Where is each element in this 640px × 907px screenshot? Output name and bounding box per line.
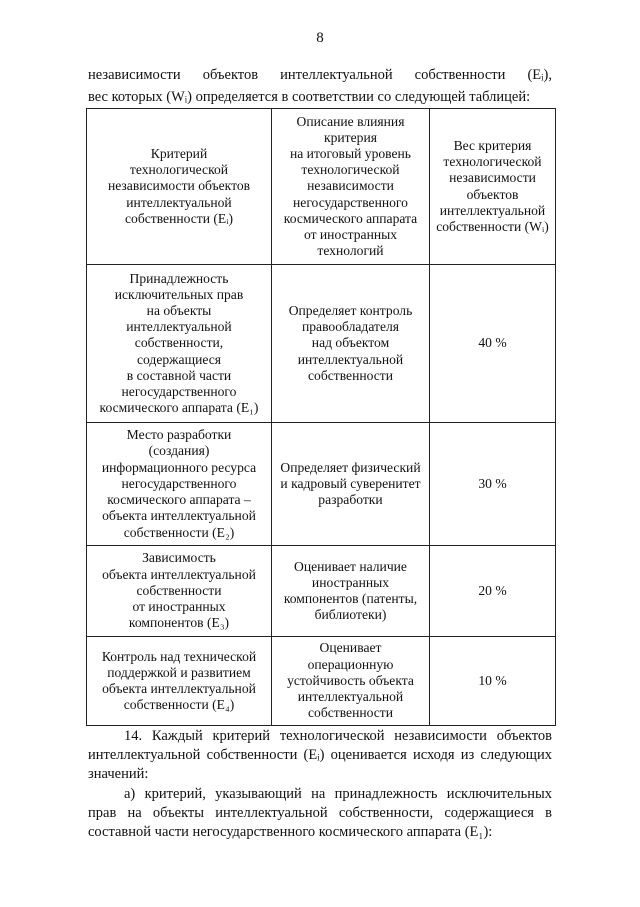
intro-line-2: вес которых (Wᵢ) определяется в соответствии со следующей таблицей: — [88, 89, 531, 105]
description-cell: Оценивает операционную устойчивость объекта интеллектуальной собственности — [272, 637, 430, 726]
weight-cell: 10 % — [430, 637, 556, 726]
paragraph-a-text: а) критерий, указывающий на принадлежность исключительных прав на объекты интеллектуальной собственности, содержащиеся в составной части негосударственного космического аппарата (E₁): — [88, 786, 552, 840]
header-weight: Вес критерия технологической независимости объектов интеллектуальной собственности (Wᵢ) — [430, 109, 556, 265]
table-row — [87, 265, 556, 423]
weight-cell: 20 % — [430, 546, 556, 637]
table-header-row — [87, 109, 556, 265]
criterion-cell: Место разработки (создания) информационного ресурса негосударственного космического аппарата – объекта интеллектуальной собственности (E₂) — [87, 423, 272, 546]
paragraph-14-text: 14. Каждый критерий технологической независимости объектов интеллектуальной собственности (Eᵢ) оценивается исходя из следующих значений: — [88, 728, 552, 782]
intro-line-1: независимости объектов интеллектуальной собственности (Eᵢ), — [88, 67, 552, 83]
criteria-weight-table — [86, 108, 556, 726]
description-cell: Определяет физический и кадровый суверенитет разработки — [272, 423, 430, 546]
weight-cell: 40 % — [430, 265, 556, 423]
description-cell: Оценивает наличие иностранных компонентов (патенты, библиотеки) — [272, 546, 430, 637]
header-description: Описание влияния критерия на итоговый уровень технологической независимости негосударственного космического аппарата от иностранных технологий — [272, 109, 430, 265]
table-row — [87, 546, 556, 637]
paragraph-a — [88, 785, 552, 842]
weight-cell: 30 % — [430, 423, 556, 546]
criterion-cell: Принадлежность исключительных прав на объекты интеллектуальной собственности, содержащиеся в составной части негосударственного космического аппарата (E₁) — [87, 265, 272, 423]
page-number: 8 — [316, 30, 324, 46]
criterion-cell: Контроль над технической поддержкой и развитием объекта интеллектуальной собственности (E₄) — [87, 637, 272, 726]
description-cell: Определяет контроль правообладателя над объектом интеллектуальной собственности — [272, 265, 430, 423]
paragraph-14 — [88, 727, 552, 784]
intro-text — [88, 64, 552, 108]
header-criterion: Критерий технологической независимости объектов интеллектуальной собственности (Eᵢ) — [87, 109, 272, 265]
table-row — [87, 637, 556, 726]
table-row — [87, 423, 556, 546]
criterion-cell: Зависимость объекта интеллектуальной собственности от иностранных компонентов (E₃) — [87, 546, 272, 637]
